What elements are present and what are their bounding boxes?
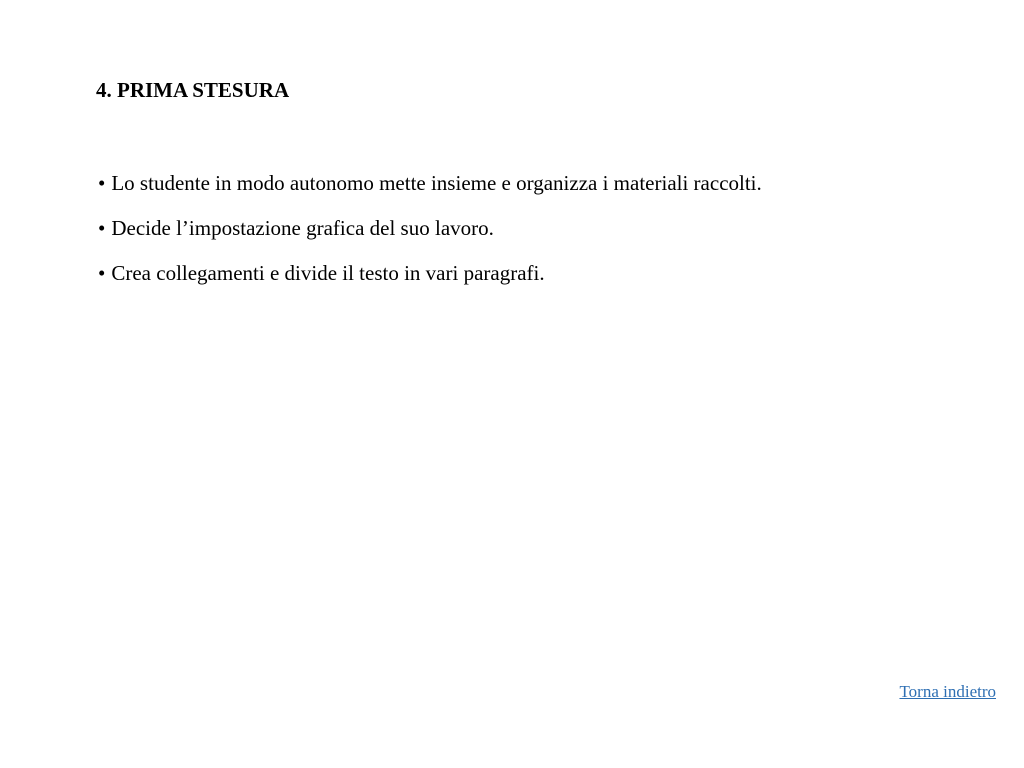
bullet-icon: • [98, 261, 106, 285]
bullet-icon: • [98, 171, 106, 195]
bullet-item [98, 260, 762, 286]
slide-heading: 4. PRIMA STESURA [96, 78, 290, 102]
bullet-text: Decide l’impostazione grafica del suo lavoro. [111, 216, 494, 240]
back-link[interactable]: Torna indietro [899, 682, 996, 701]
bullet-text: Crea collegamenti e divide il testo in vari paragrafi. [111, 261, 545, 285]
bullet-item [98, 215, 762, 241]
bullet-list [98, 170, 762, 305]
bullet-item [98, 170, 762, 196]
bullet-text: Lo studente in modo autonomo mette insieme e organizza i materiali raccolti. [111, 171, 762, 195]
bullet-icon: • [98, 216, 106, 240]
